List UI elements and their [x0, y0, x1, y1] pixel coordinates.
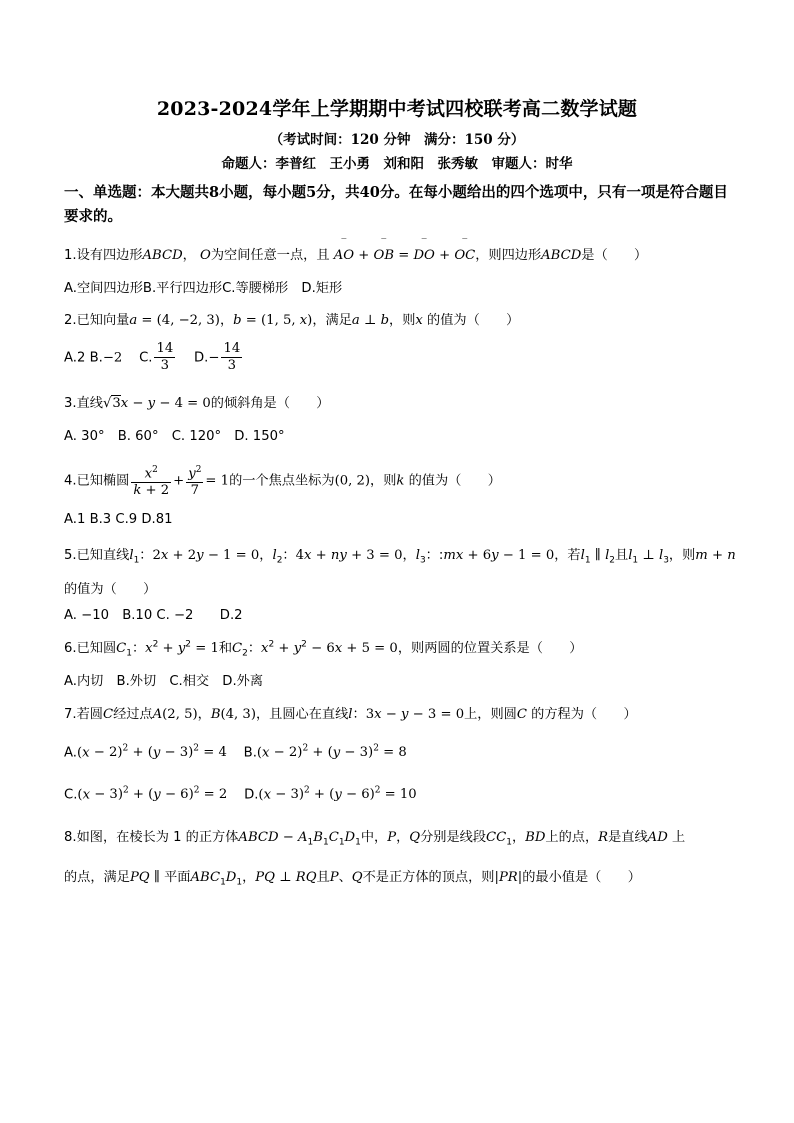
exam-info: （考试时间：120 分钟 满分：150 分）	[269, 132, 525, 148]
question-5-line2: 的值为（ ）	[64, 582, 157, 597]
question-8-line2: 的点，满足PQ ∥ 平面$ABC_1D_1$，PQ ⊥ RQ且P、Q不是正方体的顶点，则|PR|的最小值是（ ）	[64, 870, 641, 888]
question-8: 8.如图，在棱长为 1 的正方体ABCD − $A_1B_1C_1D_1$中，P，Q分别是线段$CC_1$，BD上的点，R是直线AD 上	[64, 830, 686, 848]
question-1-options: A.空间四边形B.平行四边形C.等腰梯形 D.矩形	[64, 281, 343, 296]
question-6-options: A.内切 B.外切 C.相交 D.外离	[64, 674, 264, 689]
question-4: 4.已知椭圆 $\frac{x^2}{k + 2}$ + $\frac{y^2}{7}$ = 1的一个焦点坐标为(0, 2)，则k 的值为（ ）	[64, 462, 744, 499]
question-1: 1.设有四边形ABCD， O为空间任意一点，且 ‾ AO + ‾ OB = ‾ DO + ‾ OC，则四边形ABCD是（ ）	[64, 244, 744, 263]
exam-authors: 命题人：李普红 王小勇 刘和阳 张秀敏 审题人：时华	[221, 156, 573, 172]
exam-title: 2023-2024学年上学期期中考试四校联考高二数学试题	[156, 98, 638, 120]
question-3: 3.直线√3x − y − 4 = 0的倾斜角是（ ）	[64, 396, 330, 411]
question-5: 5.已知直线$l_1$：2x + 2y − 1 = 0，$l_2$：4x + ny + 3 = 0，$l_3$：:mx + 6y − 1 = 0，若$l_1$ ∥ $l_2$且$l_1$ ⊥ $l_3$，则m + n	[64, 548, 736, 566]
question-5-options: A. −10 B.10 C. −2 D.2	[64, 608, 243, 623]
question-4-options: A.1 B.3 C.9 D.81	[64, 512, 173, 527]
question-7-options-ab: $A.(x - 2)^2 + (y - 3)^2 = 4$ $B.(x - 2)^2 + (y - 3)^2 = 8$	[64, 744, 407, 761]
question-7-options-cd: $C.(x - 3)^2 + (y - 6)^2 = 2$ $D.(x - 3)^2 + (y - 6)^2 = 10$	[64, 786, 417, 803]
question-2: 2.已知向量a = (4, −2, 3)，b = (1, 5, x)，满足a ⊥ b，则x 的值为（ ）	[64, 313, 520, 328]
question-7: 7.若圆C经过点A(2, 5)，B(4, 3)，且圆心在直线l：3x − y − 3 = 0上，则圆C 的方程为（ ）	[64, 707, 637, 722]
question-6: 6.已知圆$C_1$：$x^2 + y^2 = 1$和$C_2$：$x^2 + y^2 - 6x + 5 = 0$，则两圆的位置关系是（ ）	[64, 639, 583, 659]
section-heading: 一、单选题：本大题共8小题，每小题5分，共40分。在每小题给出的四个选项中，只有一项是符合题目要求的。	[64, 184, 728, 225]
question-2-options: A.2 B.−2 C. $\frac{14}{3}$ D.− $\frac{14}{3}$	[64, 341, 241, 373]
question-3-options: A. 30° B. 60° C. 120° D. 150°	[64, 429, 285, 444]
